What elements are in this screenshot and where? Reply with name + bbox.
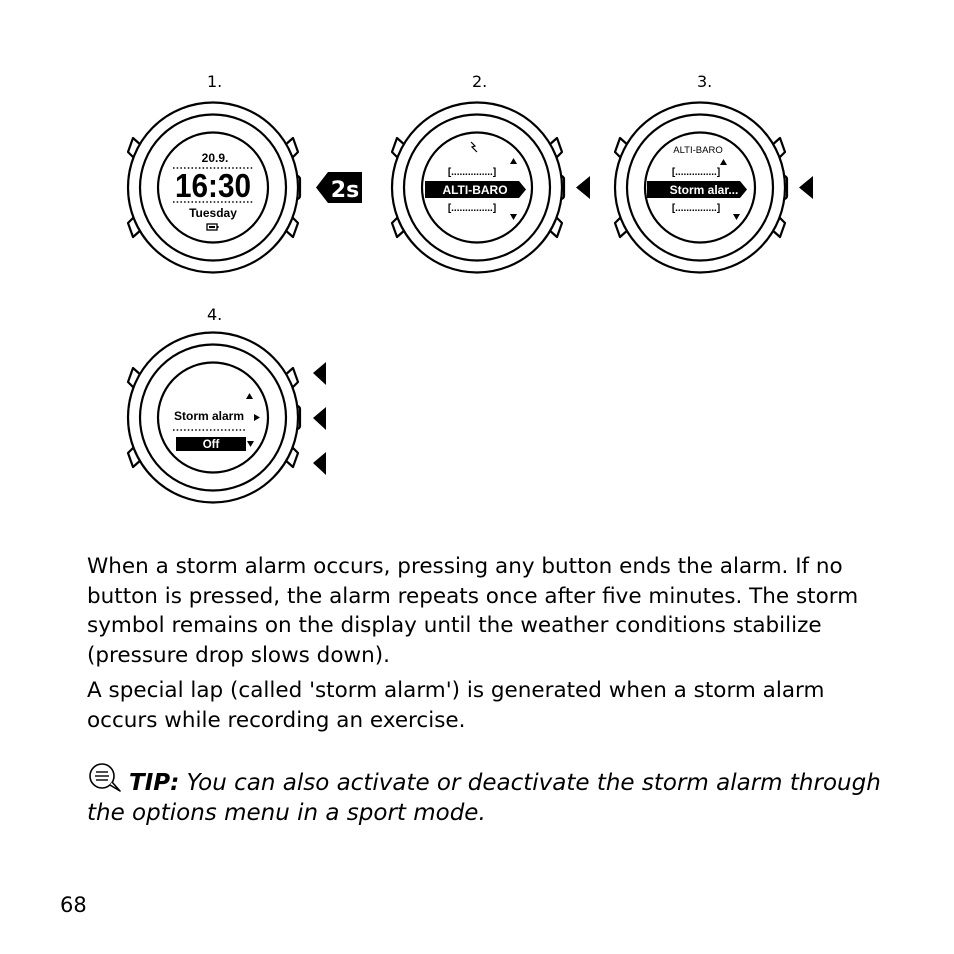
tip-text: You can also activate or deactivate the storm alarm through the options menu in a sport mode. bbox=[87, 770, 881, 826]
tip-note bbox=[87, 769, 887, 828]
menu-selected-item: ALTI-BARO bbox=[442, 183, 508, 197]
watch-illustration-3 bbox=[612, 100, 817, 275]
step-number-4: 4. bbox=[207, 305, 223, 324]
button-press-arrow-icon bbox=[313, 407, 326, 430]
hold-button-indicator bbox=[316, 172, 362, 203]
step-number-2: 2. bbox=[472, 72, 488, 91]
watch-illustration-4 bbox=[125, 330, 335, 505]
button-press-arrow-icon bbox=[799, 176, 813, 199]
step-number-3: 3. bbox=[697, 72, 713, 91]
menu-placeholder-bottom: [...............] bbox=[671, 203, 721, 214]
hold-duration-label: 2s bbox=[330, 178, 360, 203]
watch-date: 20.9. bbox=[201, 151, 229, 165]
tip-label: TIP: bbox=[129, 770, 180, 796]
watch-illustration-2 bbox=[389, 100, 594, 275]
menu-placeholder-top: [...............] bbox=[447, 167, 497, 178]
setting-value: Off bbox=[202, 439, 220, 451]
button-press-arrow-icon bbox=[576, 176, 590, 199]
menu-placeholder-top: [...............] bbox=[671, 167, 721, 178]
step-number-1: 1. bbox=[207, 72, 223, 91]
menu-placeholder-bottom: [...............] bbox=[447, 203, 497, 214]
menu-header: ALTI-BARO bbox=[673, 145, 723, 156]
button-press-arrow-icon bbox=[313, 452, 326, 475]
body-paragraph-1: When a storm alarm occurs, pressing any button ends the alarm. If no button is pressed, the alarm repeats once after five minutes. The storm symbol remains on the display until the weather conditions stabilize (pressure drop slows down). bbox=[87, 554, 859, 668]
watch-weekday: Tuesday bbox=[189, 206, 237, 220]
setting-label: Storm alarm bbox=[173, 409, 245, 423]
watch-time: 16:30 bbox=[175, 167, 251, 204]
page-number: 68 bbox=[60, 893, 87, 917]
body-paragraph-2: A special lap (called 'storm alarm') is generated when a storm alarm occurs while recording an exercise. bbox=[87, 678, 825, 733]
menu-selected-item: Storm alar... bbox=[669, 183, 739, 197]
watch-illustration-1 bbox=[125, 100, 370, 275]
button-press-arrow-icon bbox=[313, 362, 326, 385]
